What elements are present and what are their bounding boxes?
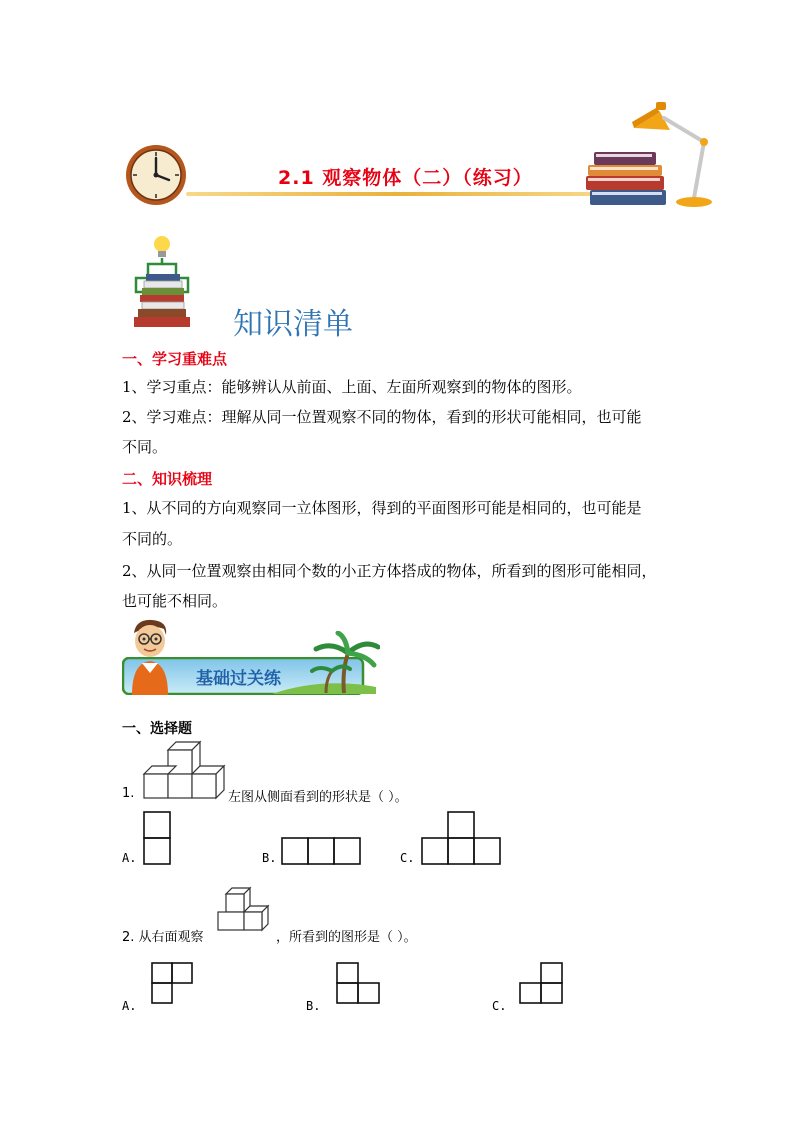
practice-banner	[122, 617, 382, 701]
banner-title: 基础过关练	[196, 669, 281, 689]
q1-solid-figure	[142, 740, 228, 800]
title-underline	[186, 192, 606, 196]
q2-option-c-figure	[518, 961, 564, 1005]
q1-text: 左图从侧面看到的形状是（ ）。	[228, 790, 408, 805]
q1-option-b-label: B.	[262, 851, 277, 865]
clock-icon	[124, 143, 188, 207]
page-title: 2.1 观察物体（二）（练习）	[278, 167, 533, 189]
key-point-line: 1、学习重点：能够辨认从前面、上面、左面所观察到的物体的图形。	[122, 378, 582, 396]
lightbulb-books-icon	[126, 234, 202, 330]
q2-option-c-label: C.	[492, 999, 507, 1013]
q1-option-b-figure	[280, 836, 364, 866]
section-heading-key-points: 一、学习重难点	[122, 350, 228, 368]
q2-option-a-label: A.	[122, 999, 137, 1013]
q2-option-a-figure	[150, 961, 194, 1005]
teacher-avatar	[124, 617, 174, 697]
summary-line-2-cont: 也可能不相同。	[122, 592, 228, 610]
section-heading-summary: 二、知识梳理	[122, 470, 213, 488]
q1-number: 1.	[122, 786, 135, 801]
q1-option-a-label: A.	[122, 851, 137, 865]
q1-option-a-figure	[142, 810, 172, 866]
q2-option-b-label: B.	[306, 999, 321, 1013]
q1-option-c-figure	[420, 810, 502, 866]
q2-solid-figure	[216, 886, 274, 932]
section-heading-choice: 一、选择题	[122, 721, 192, 737]
q2-suffix: ，所看到的图形是（ ）。	[276, 930, 417, 945]
summary-line-1-cont: 不同的。	[122, 530, 183, 548]
q1-option-c-label: C.	[400, 851, 415, 865]
q2-prefix: 2. 从右面观察	[122, 930, 204, 945]
summary-line-1: 1、从不同的方向观察同一立体图形，得到的平面图形可能是相同的，也可能是	[122, 499, 642, 517]
palm-tree-icon	[308, 631, 380, 697]
difficulty-line-cont: 不同。	[122, 438, 168, 456]
summary-line-2: 2、从同一位置观察由相同个数的小正方体搭成的物体，所看到的图形可能相同，	[122, 562, 657, 580]
knowledge-list-title: 知识清单	[233, 307, 353, 342]
difficulty-line: 2、学习难点：理解从同一位置观察不同的物体，看到的形状可能相同，也可能	[122, 408, 642, 426]
q2-option-b-figure	[335, 961, 381, 1005]
desk-lamp-icon	[630, 98, 720, 210]
